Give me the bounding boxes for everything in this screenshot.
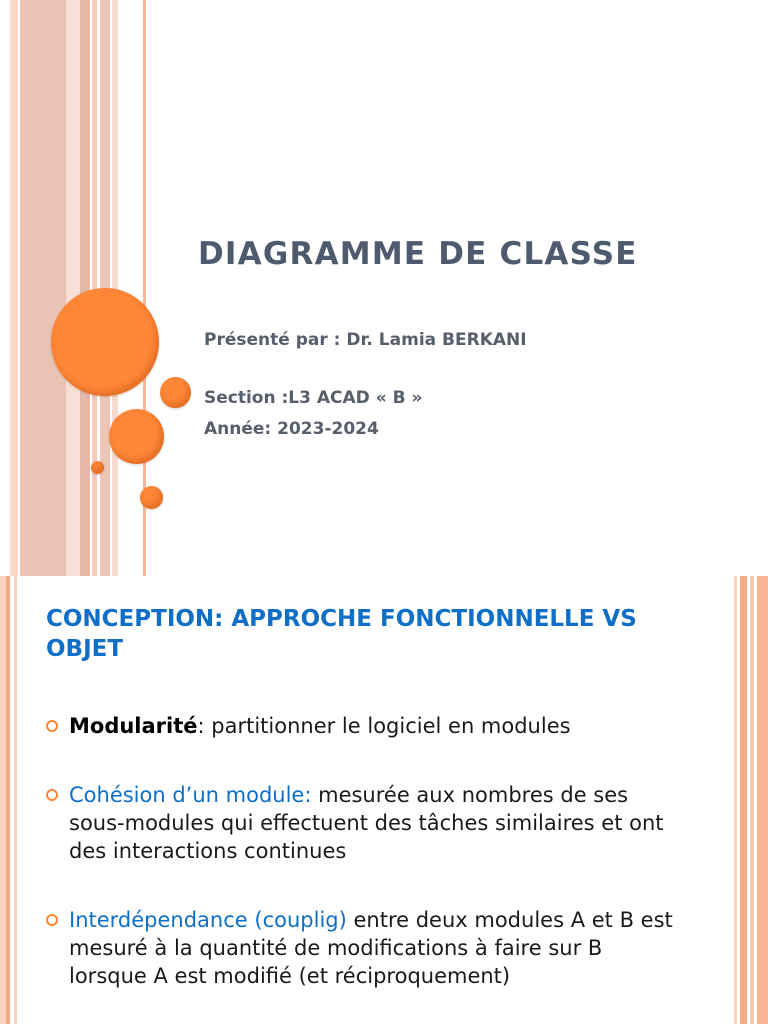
decor-stripe [740, 576, 747, 1024]
decor-stripe [734, 576, 737, 1024]
section-line: Section :L3 ACAD « B » [204, 388, 423, 408]
decor-stripe [66, 0, 80, 576]
decor-stripe [80, 0, 90, 576]
decor-circle [109, 409, 164, 464]
bullet-marker-icon [46, 720, 58, 732]
bullet-text: entre deux modules A et B est mesuré à la quantité de modifications à faire sur B lorsque A est modifié (et réciproquement) [69, 908, 673, 988]
bullet-item [46, 712, 686, 740]
bullet-text: mesurée aux nombres de ses sous-modules qui effectuent des tâches similaires et ont des interactions continues [69, 783, 664, 863]
decor-stripe [10, 0, 18, 576]
content-slide [0, 576, 768, 1024]
bullet-term: Interdépendance (couplig) [69, 908, 347, 932]
bullet-text: : partitionner le logiciel en modules [197, 714, 571, 738]
decor-stripe [757, 576, 768, 1024]
decor-stripe [20, 0, 66, 576]
slide-title: CONCEPTION: APPROCHE FONCTIONNELLE VS OBJET [46, 606, 637, 662]
decor-circle [140, 486, 163, 509]
bullet-marker-icon [46, 914, 58, 926]
presenter-line: Présenté par : Dr. Lamia BERKANI [204, 330, 527, 350]
decor-circle [91, 461, 104, 474]
bullet-item [46, 781, 686, 865]
bullet-term: Cohésion d’un module: [69, 783, 312, 807]
bullet-item [46, 906, 686, 990]
decor-circle [160, 377, 191, 408]
decor-stripe [6, 576, 10, 1024]
decor-stripe [14, 576, 17, 1024]
year-line: Année: 2023-2024 [204, 419, 379, 439]
slide-title: DIAGRAMME DE CLASSE [198, 236, 638, 272]
decor-stripe [750, 576, 754, 1024]
bullet-marker-icon [46, 789, 58, 801]
bullet-term: Modularité [69, 714, 198, 738]
decor-circle [51, 288, 159, 396]
